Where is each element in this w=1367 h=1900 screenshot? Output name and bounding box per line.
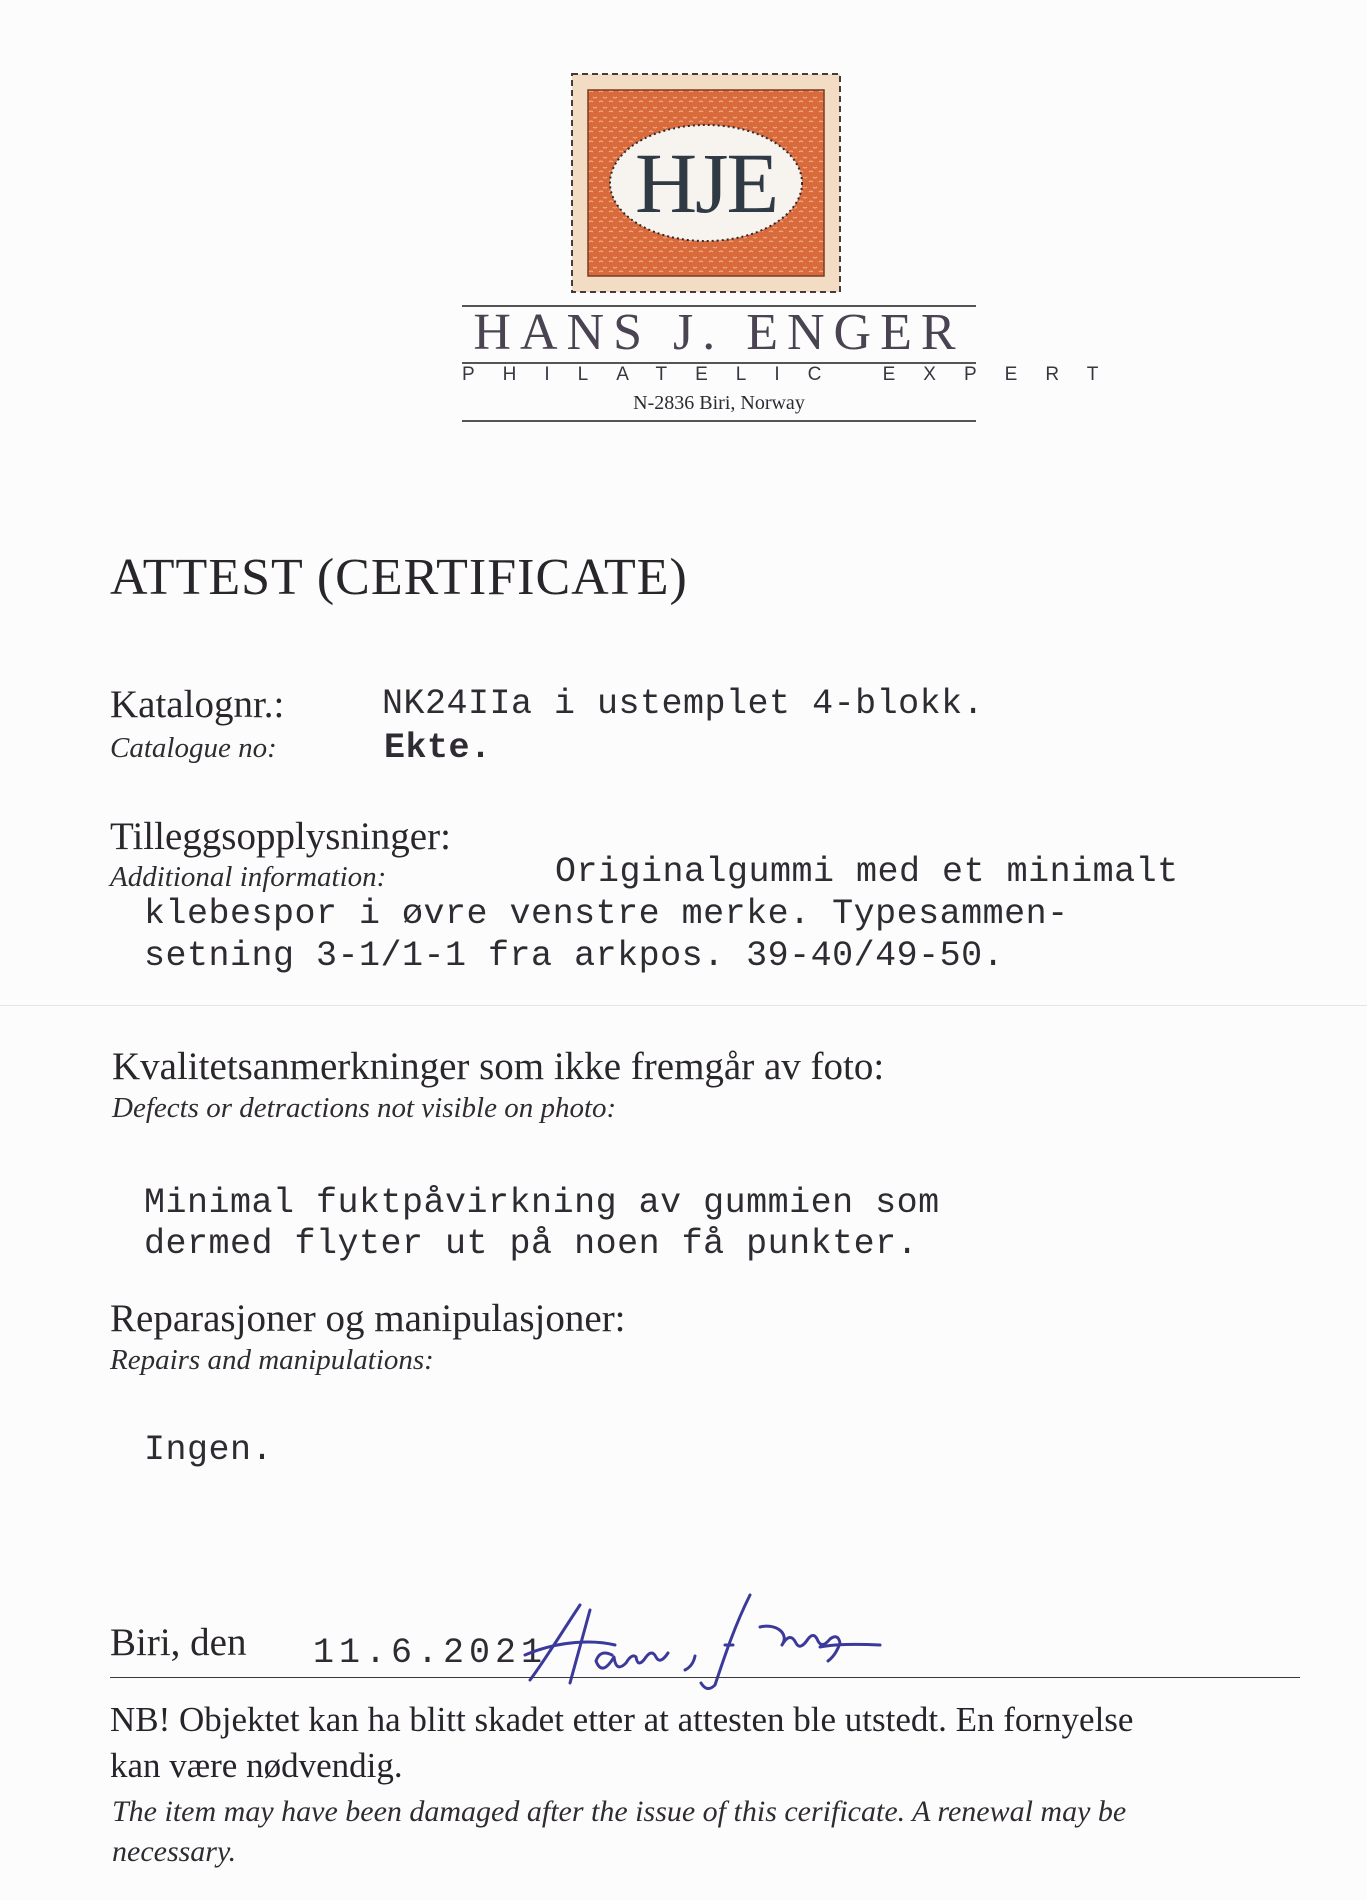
- expert-name: HANS J. ENGER: [473, 304, 965, 361]
- expert-address: N-2836 Biri, Norway: [633, 392, 805, 414]
- notice-line-2: kan være nødvendig.: [110, 1746, 403, 1785]
- additional-line-2: klebespor i øvre venstre merke. Typesammen-: [144, 894, 1069, 934]
- quality-line-2: dermed flyter ut på noen få punkter.: [144, 1224, 919, 1264]
- additional-line-3: setning 3-1/1-1 fra arkpos. 39-40/49-50.: [144, 936, 1005, 976]
- quality-label: Kvalitetsanmerkninger som ikke fremgår av foto:: [112, 1045, 885, 1088]
- catalogue-value: NK24IIa i ustemplet 4-blokk.: [382, 684, 985, 724]
- notice-en-line-2: necessary.: [112, 1835, 237, 1868]
- handwritten-signature: [520, 1585, 910, 1695]
- catalogue-verdict: Ekte.: [384, 728, 492, 768]
- catalogue-label: Katalognr.:: [110, 683, 285, 726]
- hje-stamp-logo: [568, 70, 844, 296]
- additional-label-en: Additional information:: [110, 861, 387, 893]
- signature-place: Biri, den: [110, 1621, 247, 1664]
- notice-line-1: NB! Objektet kan ha blitt skadet etter at attesten ble utstedt. En fornyelse: [110, 1700, 1134, 1739]
- expert-subtitle: PHILATELIC EXPERT: [462, 364, 1127, 385]
- additional-label: Tilleggsopplysninger:: [110, 815, 451, 858]
- notice-en-line-1: The item may have been damaged after the issue of this cerificate. A renewal may be: [112, 1795, 1127, 1828]
- quality-label-en: Defects or detractions not visible on photo:: [112, 1092, 617, 1124]
- repairs-label-en: Repairs and manipulations:: [110, 1344, 434, 1376]
- repairs-label: Reparasjoner og manipulasjoner:: [110, 1297, 626, 1340]
- quality-line-1: Minimal fuktpåvirkning av gummien som: [144, 1183, 940, 1223]
- logo-monogram: HJE: [634, 135, 778, 231]
- signature-date: 11.6.2021: [313, 1633, 548, 1673]
- catalogue-label-en: Catalogue no:: [110, 732, 277, 764]
- repairs-value: Ingen.: [144, 1430, 274, 1470]
- additional-line-1: Originalgummi med et minimalt: [555, 852, 1179, 892]
- page-title: ATTEST (CERTIFICATE): [110, 549, 688, 606]
